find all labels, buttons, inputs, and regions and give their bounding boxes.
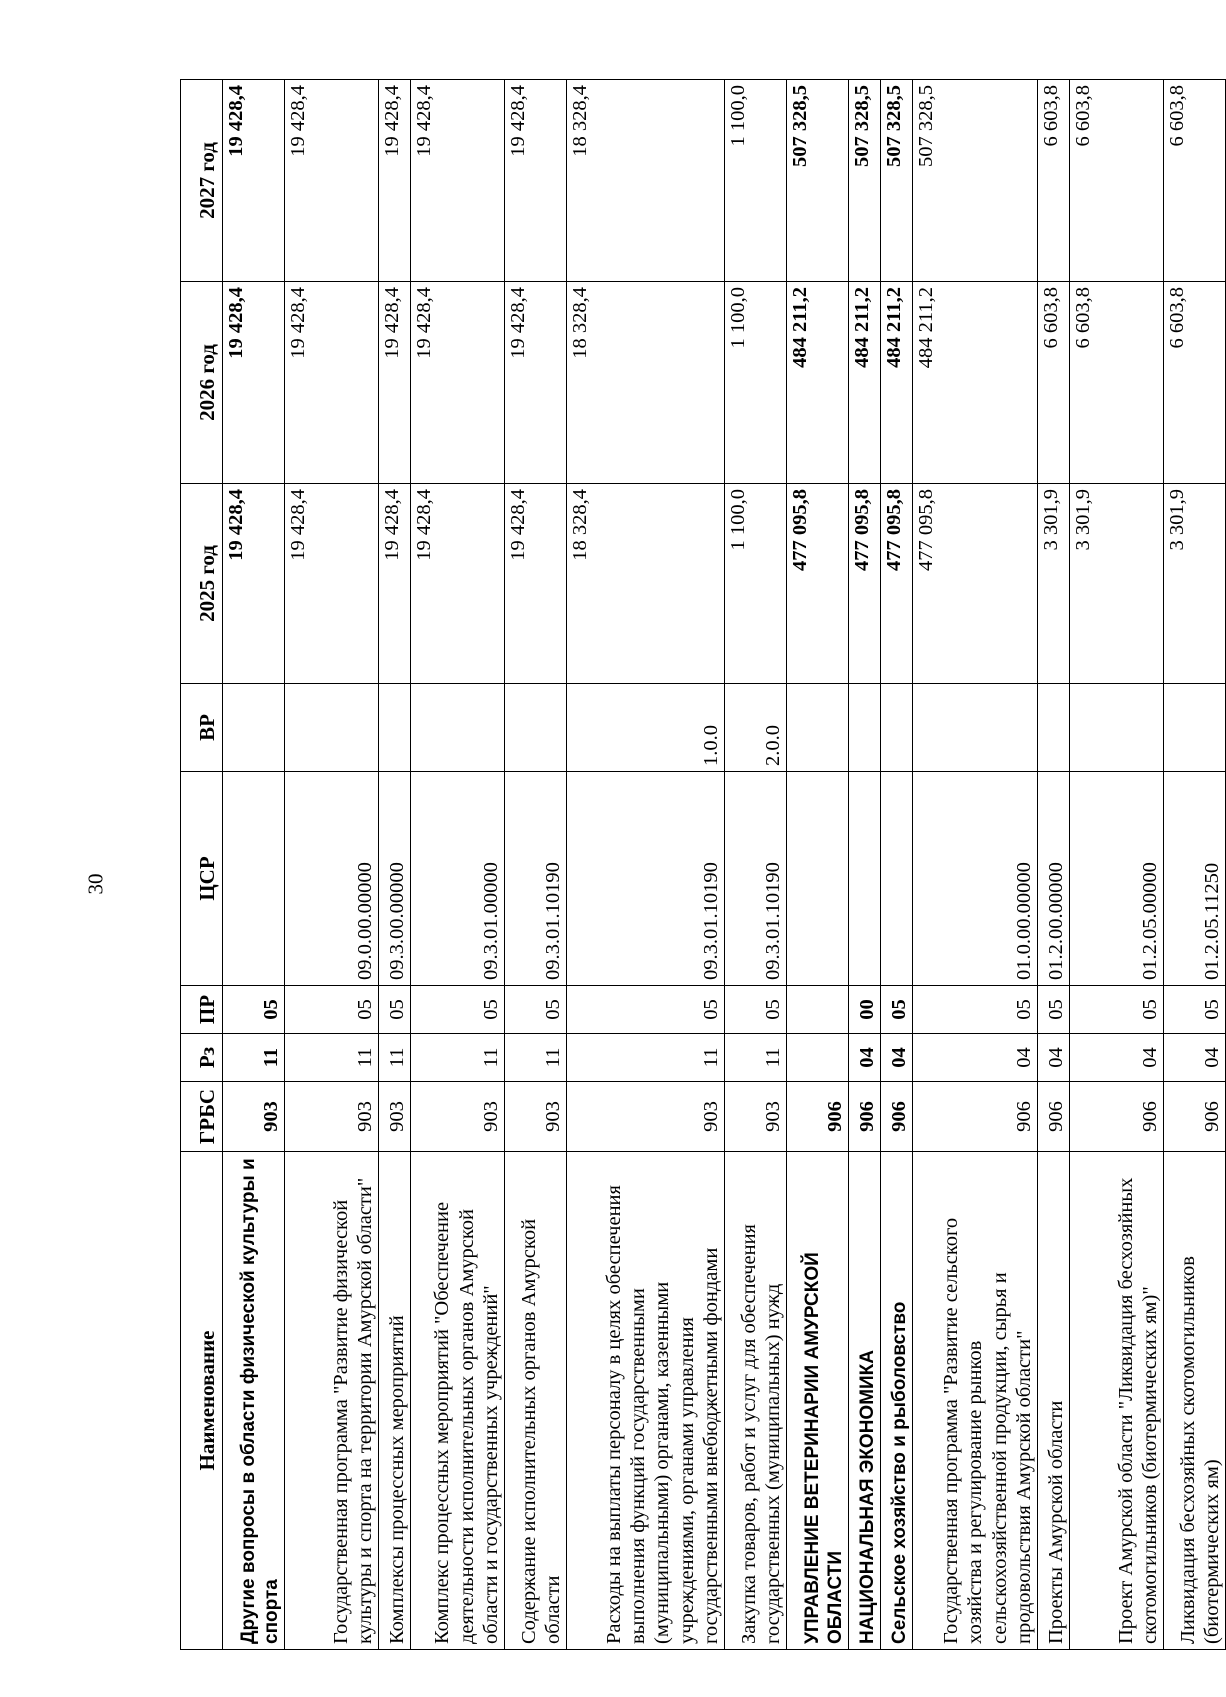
cell-pr bbox=[787, 986, 849, 1034]
cell-pr: 05 bbox=[223, 986, 285, 1034]
cell-y2026: 6 603,8 bbox=[1070, 282, 1164, 484]
cell-rz: 04 bbox=[1164, 1034, 1226, 1082]
cell-csr: 09.3.00.00000 bbox=[379, 772, 411, 986]
cell-y2025: 19 428,4 bbox=[379, 484, 411, 684]
budget-table bbox=[180, 79, 1226, 1650]
cell-y2026: 19 428,4 bbox=[223, 282, 285, 484]
page-number: 30 bbox=[83, 873, 108, 895]
cell-vr bbox=[223, 684, 285, 772]
cell-name: Содержание исполнительных органов Амурской области bbox=[505, 1152, 567, 1650]
cell-pr: 05 bbox=[505, 986, 567, 1034]
cell-rz: 11 bbox=[379, 1034, 411, 1082]
table-row bbox=[725, 80, 787, 1650]
table-row bbox=[1164, 80, 1226, 1650]
cell-csr: 09.0.00.00000 bbox=[285, 772, 379, 986]
cell-y2025: 19 428,4 bbox=[285, 484, 379, 684]
cell-y2026: 19 428,4 bbox=[285, 282, 379, 484]
cell-grbs: 903 bbox=[411, 1082, 505, 1152]
cell-rz: 11 bbox=[223, 1034, 285, 1082]
cell-y2027: 19 428,4 bbox=[411, 80, 505, 282]
cell-vr bbox=[1070, 684, 1164, 772]
cell-vr bbox=[913, 684, 1038, 772]
cell-rz: 11 bbox=[285, 1034, 379, 1082]
cell-y2026: 6 603,8 bbox=[1038, 282, 1070, 484]
table-row bbox=[567, 80, 725, 1650]
table-row bbox=[411, 80, 505, 1650]
cell-y2026: 484 211,2 bbox=[787, 282, 849, 484]
cell-vr bbox=[1164, 684, 1226, 772]
cell-vr bbox=[285, 684, 379, 772]
cell-pr: 05 bbox=[285, 986, 379, 1034]
cell-y2027: 507 328,5 bbox=[913, 80, 1038, 282]
cell-y2027: 1 100,0 bbox=[725, 80, 787, 282]
cell-name: Государственная программа "Развитие сельского хозяйства и регулирование рынков сельскохозяйственной продукции, сырья и продовольствия Амурской области" bbox=[913, 1152, 1038, 1650]
cell-vr bbox=[411, 684, 505, 772]
cell-name: Сельское хозяйство и рыболовство bbox=[881, 1152, 913, 1650]
cell-name: Закупка товаров, работ и услуг для обеспечения государственных (муниципальных) нужд bbox=[725, 1152, 787, 1650]
cell-grbs: 903 bbox=[567, 1082, 725, 1152]
cell-vr bbox=[787, 684, 849, 772]
cell-vr bbox=[881, 684, 913, 772]
cell-grbs: 903 bbox=[505, 1082, 567, 1152]
cell-y2027: 19 428,4 bbox=[223, 80, 285, 282]
cell-rz bbox=[787, 1034, 849, 1082]
cell-pr: 05 bbox=[379, 986, 411, 1034]
table-row bbox=[223, 80, 285, 1650]
cell-y2026: 484 211,2 bbox=[881, 282, 913, 484]
cell-rz: 11 bbox=[725, 1034, 787, 1082]
cell-vr bbox=[1038, 684, 1070, 772]
cell-y2026: 1 100,0 bbox=[725, 282, 787, 484]
table-row bbox=[285, 80, 379, 1650]
cell-grbs: 906 bbox=[881, 1082, 913, 1152]
table-row bbox=[1070, 80, 1164, 1650]
cell-rz: 04 bbox=[913, 1034, 1038, 1082]
cell-y2027: 6 603,8 bbox=[1038, 80, 1070, 282]
cell-grbs: 903 bbox=[223, 1082, 285, 1152]
cell-y2025: 477 095,8 bbox=[849, 484, 881, 684]
table-row bbox=[849, 80, 881, 1650]
cell-rz: 04 bbox=[1038, 1034, 1070, 1082]
cell-y2026: 19 428,4 bbox=[379, 282, 411, 484]
col-header-rz: Рз bbox=[181, 1034, 223, 1082]
cell-name: Другие вопросы в области физической культуры и спорта bbox=[223, 1152, 285, 1650]
col-header-csr: ЦСР bbox=[181, 772, 223, 986]
cell-y2027: 6 603,8 bbox=[1070, 80, 1164, 282]
cell-csr bbox=[787, 772, 849, 986]
col-header-name: Наименование bbox=[181, 1152, 223, 1650]
cell-csr: 01.2.05.11250 bbox=[1164, 772, 1226, 986]
cell-y2025: 19 428,4 bbox=[505, 484, 567, 684]
cell-pr: 05 bbox=[1164, 986, 1226, 1034]
cell-csr: 01.2.05.00000 bbox=[1070, 772, 1164, 986]
cell-csr bbox=[849, 772, 881, 986]
cell-y2027: 507 328,5 bbox=[849, 80, 881, 282]
cell-pr: 00 bbox=[849, 986, 881, 1034]
col-header-2025: 2025 год bbox=[181, 484, 223, 684]
cell-pr: 05 bbox=[411, 986, 505, 1034]
cell-grbs: 906 bbox=[1164, 1082, 1226, 1152]
cell-vr bbox=[505, 684, 567, 772]
cell-y2025: 477 095,8 bbox=[881, 484, 913, 684]
table-row bbox=[1038, 80, 1070, 1650]
cell-rz: 11 bbox=[411, 1034, 505, 1082]
header-row bbox=[181, 80, 223, 1650]
cell-name: Комплексы процессных мероприятий bbox=[379, 1152, 411, 1650]
cell-csr: 09.3.01.00000 bbox=[411, 772, 505, 986]
cell-name: Комплекс процессных мероприятий "Обеспечение деятельности исполнительных органов Амурской области и государственных учреждений" bbox=[411, 1152, 505, 1650]
cell-vr: 2.0.0 bbox=[725, 684, 787, 772]
cell-rz: 11 bbox=[567, 1034, 725, 1082]
cell-y2025: 1 100,0 bbox=[725, 484, 787, 684]
col-header-vr: ВР bbox=[181, 684, 223, 772]
cell-y2025: 477 095,8 bbox=[913, 484, 1038, 684]
cell-pr: 05 bbox=[725, 986, 787, 1034]
cell-grbs: 903 bbox=[379, 1082, 411, 1152]
col-header-2027: 2027 год bbox=[181, 80, 223, 282]
cell-grbs: 906 bbox=[849, 1082, 881, 1152]
cell-csr: 01.0.00.00000 bbox=[913, 772, 1038, 986]
cell-y2027: 19 428,4 bbox=[505, 80, 567, 282]
cell-y2026: 484 211,2 bbox=[849, 282, 881, 484]
cell-y2025: 3 301,9 bbox=[1164, 484, 1226, 684]
cell-grbs: 906 bbox=[913, 1082, 1038, 1152]
cell-name: УПРАВЛЕНИЕ ВЕТЕРИНАРИИ АМУРСКОЙ ОБЛАСТИ bbox=[787, 1152, 849, 1650]
col-header-2026: 2026 год bbox=[181, 282, 223, 484]
col-header-grbs: ГРБС bbox=[181, 1082, 223, 1152]
table-row bbox=[913, 80, 1038, 1650]
cell-grbs: 906 bbox=[1038, 1082, 1070, 1152]
cell-y2025: 19 428,4 bbox=[223, 484, 285, 684]
cell-csr: 01.2.00.00000 bbox=[1038, 772, 1070, 986]
table-row bbox=[881, 80, 913, 1650]
cell-y2027: 18 328,4 bbox=[567, 80, 725, 282]
table-row bbox=[379, 80, 411, 1650]
budget-table-container bbox=[180, 80, 1223, 1650]
cell-grbs: 903 bbox=[285, 1082, 379, 1152]
cell-name: Расходы на выплаты персоналу в целях обеспечения выполнения функций государственными (муниципальными) органами, казенными учреждениями, органами управления государственными внебюджетными фондами bbox=[567, 1152, 725, 1650]
cell-name: Ликвидация бесхозяйных скотомогильников (биотермических ям) bbox=[1164, 1152, 1226, 1650]
cell-y2026: 19 428,4 bbox=[411, 282, 505, 484]
cell-name: Государственная программа "Развитие физической культуры и спорта на территории Амурской области" bbox=[285, 1152, 379, 1650]
cell-vr bbox=[849, 684, 881, 772]
cell-grbs: 906 bbox=[1070, 1082, 1164, 1152]
table-row bbox=[505, 80, 567, 1650]
cell-y2025: 3 301,9 bbox=[1038, 484, 1070, 684]
cell-y2027: 507 328,5 bbox=[787, 80, 849, 282]
col-header-pr: ПР bbox=[181, 986, 223, 1034]
cell-pr: 05 bbox=[881, 986, 913, 1034]
cell-rz: 04 bbox=[881, 1034, 913, 1082]
cell-grbs: 906 bbox=[787, 1082, 849, 1152]
cell-y2027: 507 328,5 bbox=[881, 80, 913, 282]
cell-csr bbox=[881, 772, 913, 986]
cell-grbs: 903 bbox=[725, 1082, 787, 1152]
cell-rz: 04 bbox=[849, 1034, 881, 1082]
cell-y2025: 19 428,4 bbox=[411, 484, 505, 684]
cell-y2026: 19 428,4 bbox=[505, 282, 567, 484]
table-body bbox=[223, 80, 1226, 1650]
cell-pr: 05 bbox=[913, 986, 1038, 1034]
cell-y2027: 6 603,8 bbox=[1164, 80, 1226, 282]
cell-pr: 05 bbox=[1070, 986, 1164, 1034]
cell-csr: 09.3.01.10190 bbox=[505, 772, 567, 986]
cell-name: Проект Амурской области "Ликвидация бесхозяйных скотомогильников (биотермических ям)" bbox=[1070, 1152, 1164, 1650]
cell-name: Проекты Амурской области bbox=[1038, 1152, 1070, 1650]
cell-csr: 09.3.01.10190 bbox=[567, 772, 725, 986]
cell-y2025: 3 301,9 bbox=[1070, 484, 1164, 684]
cell-y2026: 6 603,8 bbox=[1164, 282, 1226, 484]
cell-y2027: 19 428,4 bbox=[285, 80, 379, 282]
cell-rz: 04 bbox=[1070, 1034, 1164, 1082]
cell-y2025: 18 328,4 bbox=[567, 484, 725, 684]
cell-csr bbox=[223, 772, 285, 986]
cell-y2025: 477 095,8 bbox=[787, 484, 849, 684]
cell-pr: 05 bbox=[1038, 986, 1070, 1034]
cell-y2027: 19 428,4 bbox=[379, 80, 411, 282]
cell-y2026: 18 328,4 bbox=[567, 282, 725, 484]
cell-csr: 09.3.01.10190 bbox=[725, 772, 787, 986]
cell-rz: 11 bbox=[505, 1034, 567, 1082]
cell-pr: 05 bbox=[567, 986, 725, 1034]
table-row bbox=[787, 80, 849, 1650]
cell-vr: 1.0.0 bbox=[567, 684, 725, 772]
cell-vr bbox=[379, 684, 411, 772]
cell-y2026: 484 211,2 bbox=[913, 282, 1038, 484]
cell-name: НАЦИОНАЛЬНАЯ ЭКОНОМИКА bbox=[849, 1152, 881, 1650]
